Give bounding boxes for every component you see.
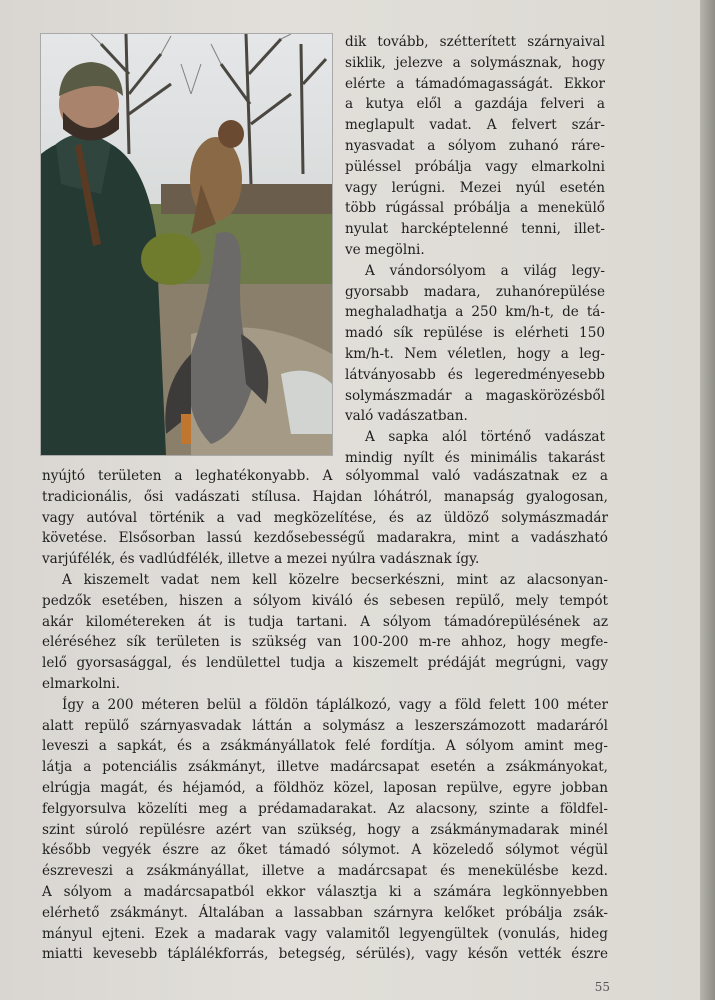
text-line: A kiszemelt vadat nem kell közelre becserkészni, mint az alacsonyan-	[62, 571, 608, 588]
column-line: meglapult vadat. A felvert szár-	[345, 117, 605, 134]
text-line: vagy autóval történik a vad megközelítése, és az üldöző solymászmadár	[42, 509, 608, 526]
text-line: A sólyom a madárcsapatból ekkor választja ki a számára legkönnyebben	[42, 883, 608, 900]
text-line: leveszi a sapkát, és a zsákmányállatok felé fordítja. A sólyom amint meg-	[42, 738, 608, 755]
column-line: a kutya elől a gazdája felveri a	[345, 96, 605, 113]
column-line: mindig nyílt és minimális takarást	[345, 449, 605, 466]
column-line: vagy lerúgni. Mezei nyúl esetén	[345, 179, 605, 196]
text-line: mányul ejteni. Ezek a madarak vagy valamitől legyengültek (vonulás, hideg	[42, 925, 608, 942]
column-line: A vándorsólyom a világ legy-	[365, 262, 605, 279]
text-line: látja a potenciális zsákmányt, illetve madárcsapat esetén a zsákmányokat,	[42, 759, 608, 776]
text-line: követése. Elsősorban lassú kezdősebességű madarakra, mint a vadászható	[42, 530, 608, 547]
text-line: akár kilométereken át is tudja tartani. A sólyom támadórepülésének az	[42, 613, 608, 630]
column-line: meghaladhatja a 250 km/h-t, de tá-	[345, 304, 605, 321]
text-line: varjúfélék, és vadlúdfélék, illetve a mezei nyúlra vadásznak így.	[42, 551, 480, 568]
page-edge	[700, 0, 715, 1000]
column-line: A sapka alól történő vadászat	[365, 429, 605, 446]
text-line: észreveszi a zsákmányállat, illetve a madárcsapat és menekülésbe kezd.	[42, 863, 608, 880]
text-line: pedzők esetében, hiszen a sólyom kiváló és sebesen repülő, mely tempót	[42, 592, 608, 609]
text-line: elérhető zsákmányt. Általában a lassabban szárnyra kelőket próbálja zsák-	[42, 904, 608, 921]
column-line: ve megölni.	[345, 241, 425, 258]
text-line: alatt repülő szárnyasvadak láttán a solymász a leszerszámozott madaráról	[42, 717, 608, 734]
falconer-photo	[40, 33, 333, 456]
page-number: 55	[594, 980, 610, 994]
column-line: püléssel próbálja vagy elmarkolni	[345, 158, 605, 175]
text-line: tradicionális, ősi vadászati stílusa. Hajdan lóhátról, manapság gyalogosan,	[42, 488, 608, 505]
column-line: madó sík repülése is elérheti 150	[345, 325, 605, 342]
text-line: lelő gyorsasággal, és lendülettel tudja a kiszemelt prédáját megrúgni, vagy	[42, 655, 608, 672]
column-line: nyasvadat a sólyom zuhanó ráre-	[345, 137, 605, 154]
column-line: való vadászatban.	[345, 408, 468, 425]
column-line: gyorsabb madara, zuhanórepülése	[345, 283, 605, 300]
text-line: szint súroló repülésre azért van szükség, hogy a zsákmánymadarak minél	[42, 821, 608, 838]
column-line: több rúgással próbálja a menekülő	[345, 200, 605, 217]
text-line: eléréséhez sík területen is szükség van 100-200 m-re ahhoz, hogy megfe-	[42, 634, 608, 651]
column-line: km/h-t. Nem véletlen, hogy a leg-	[345, 345, 605, 362]
text-line: elrúgja magát, és héjamód, a földhöz közel, laposan repülve, egyre jobban	[42, 779, 608, 796]
text-line: elmarkolni.	[42, 675, 121, 692]
text-line: nyújtó területen a leghatékonyabb. A sólyommal való vadászatnak ez a	[42, 468, 608, 484]
column-line: siklik, jelezve a solymásznak, hogy	[345, 54, 605, 71]
text-line: miatti kevesebb táplálékforrás, betegség, sérülés), vagy későn vették észre	[42, 946, 608, 963]
column-line: solymászmadár a magaskörözésből	[345, 387, 605, 404]
text-line: felgyorsulva közelíti meg a prédamadarakat. Az alacsony, szinte a földfel-	[42, 800, 608, 817]
text-line: később vegyék észre az őket támadó sólymot. A közeledő sólymot végül	[42, 842, 608, 859]
column-line: látványosabb és legeredményesebb	[345, 366, 605, 383]
text-line: Így a 200 méteren belül a földön táplálkozó, vagy a föld felett 100 méter	[62, 696, 608, 713]
column-text	[345, 32, 605, 469]
column-line: elérte a támadómagasságát. Ekkor	[345, 75, 605, 92]
column-line: nyulat harcképtelenné tenni, illet-	[345, 221, 605, 238]
column-line: dik tovább, szétterített szárnyaival	[345, 34, 605, 50]
full-width-text	[42, 466, 608, 965]
falconer-with-falcon-and-goose-image	[41, 34, 332, 455]
